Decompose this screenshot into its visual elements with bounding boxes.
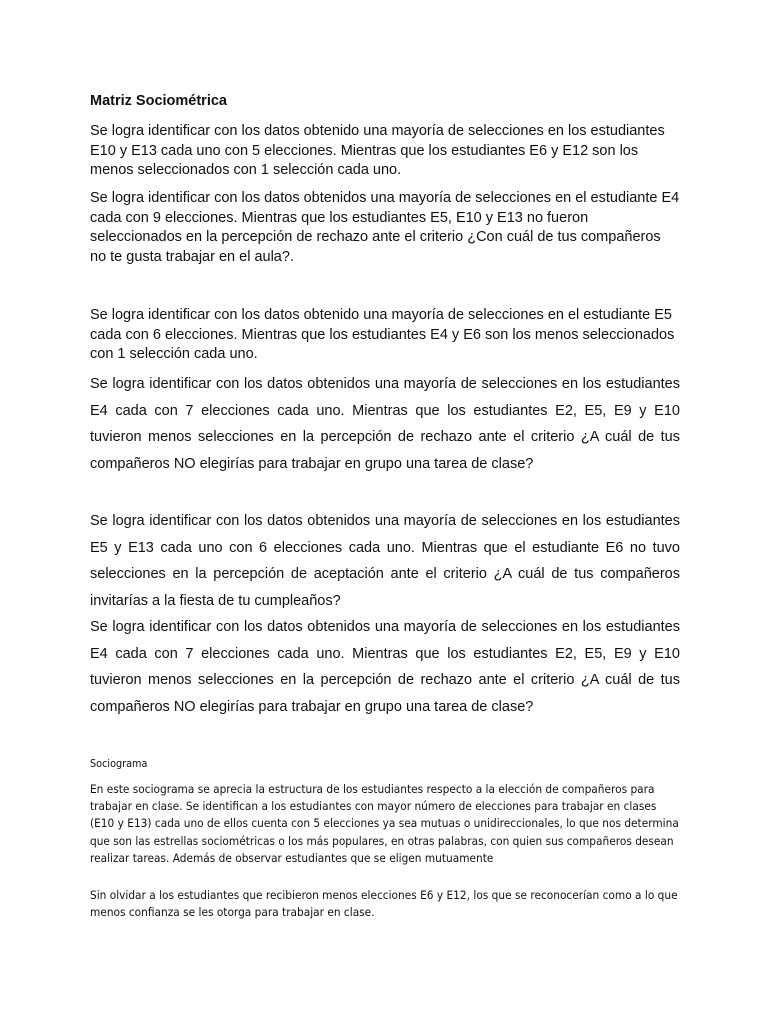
paragraph-3: Se logra identificar con los datos obtenido una mayoría de selecciones en el estudiante E5 cada con 6 elecciones. Mientras que los estudiantes E4 y E6 son los menos seleccionados con 1 selección cada uno.: [90, 307, 675, 362]
sociograma-paragraph-1: En este sociograma se aprecia la estructura de los estudiantes respecto a la elección de compañeros para trabajar en clase. Se identifican a los estudiantes con mayor número de elecciones para trabajar en clases (E10 y E13) cada uno de ellos cuenta con 5 elecciones ya sea mutuas o unidireccionales, lo que nos determina que son las estrellas sociométricas o los más populares, en otras palabras, con quien sus compañeros desean realizar tareas. Además de observar estudiantes que se eligen mutuamente: [90, 782, 679, 865]
sociograma-paragraph-2: Sin olvidar a los estudiantes que recibieron menos elecciones E6 y E12, los que se reconocerían como a lo que menos confianza se les otorga para trabajar en clase.: [90, 888, 678, 920]
paragraph-6: Se logra identificar con los datos obtenidos una mayoría de selecciones en los estudiantes E4 cada con 7 elecciones cada uno. Mientras que los estudiantes E2, E5, E9 y E10 tuvieron menos selecciones en la percepción de rechazo ante el criterio ¿A cuál de tus compañeros NO elegirías para trabajar en grupo una tarea de clase?: [90, 619, 680, 715]
paragraph-5: Se logra identificar con los datos obtenidos una mayoría de selecciones en los estudiantes E5 y E13 cada uno con 6 elecciones cada uno. Mientras que el estudiante E6 no tuvo selecciones en la percepción de aceptación ante el criterio ¿A cuál de tus compañeros invitarías a la fiesta de tu cumpleaños?: [90, 513, 680, 609]
paragraph-1: Se logra identificar con los datos obtenido una mayoría de selecciones en los estudiantes E10 y E13 cada uno con 5 elecciones. Mientras que los estudiantes E6 y E12 son los menos seleccionados con 1 selección cada uno.: [90, 123, 665, 178]
paragraph-2: Se logra identificar con los datos obtenidos una mayoría de selecciones en el estudiante E4 cada con 9 elecciones. Mientras que los estudiantes E5, E10 y E13 no fueron seleccionados en la percepción de rechazo ante el criterio ¿Con cuál de tus compañeros no te gusta trabajar en el aula?.: [90, 190, 680, 265]
document-title: Matriz Sociométrica: [90, 93, 227, 109]
paragraph-4: Se logra identificar con los datos obtenidos una mayoría de selecciones en los estudiantes E4 cada con 7 elecciones cada uno. Mientras que los estudiantes E2, E5, E9 y E10 tuvieron menos selecciones en la percepción de rechazo ante el criterio ¿A cuál de tus compañeros NO elegirías para trabajar en grupo una tarea de clase?: [90, 376, 680, 472]
sociograma-title: Sociograma: [90, 757, 148, 770]
